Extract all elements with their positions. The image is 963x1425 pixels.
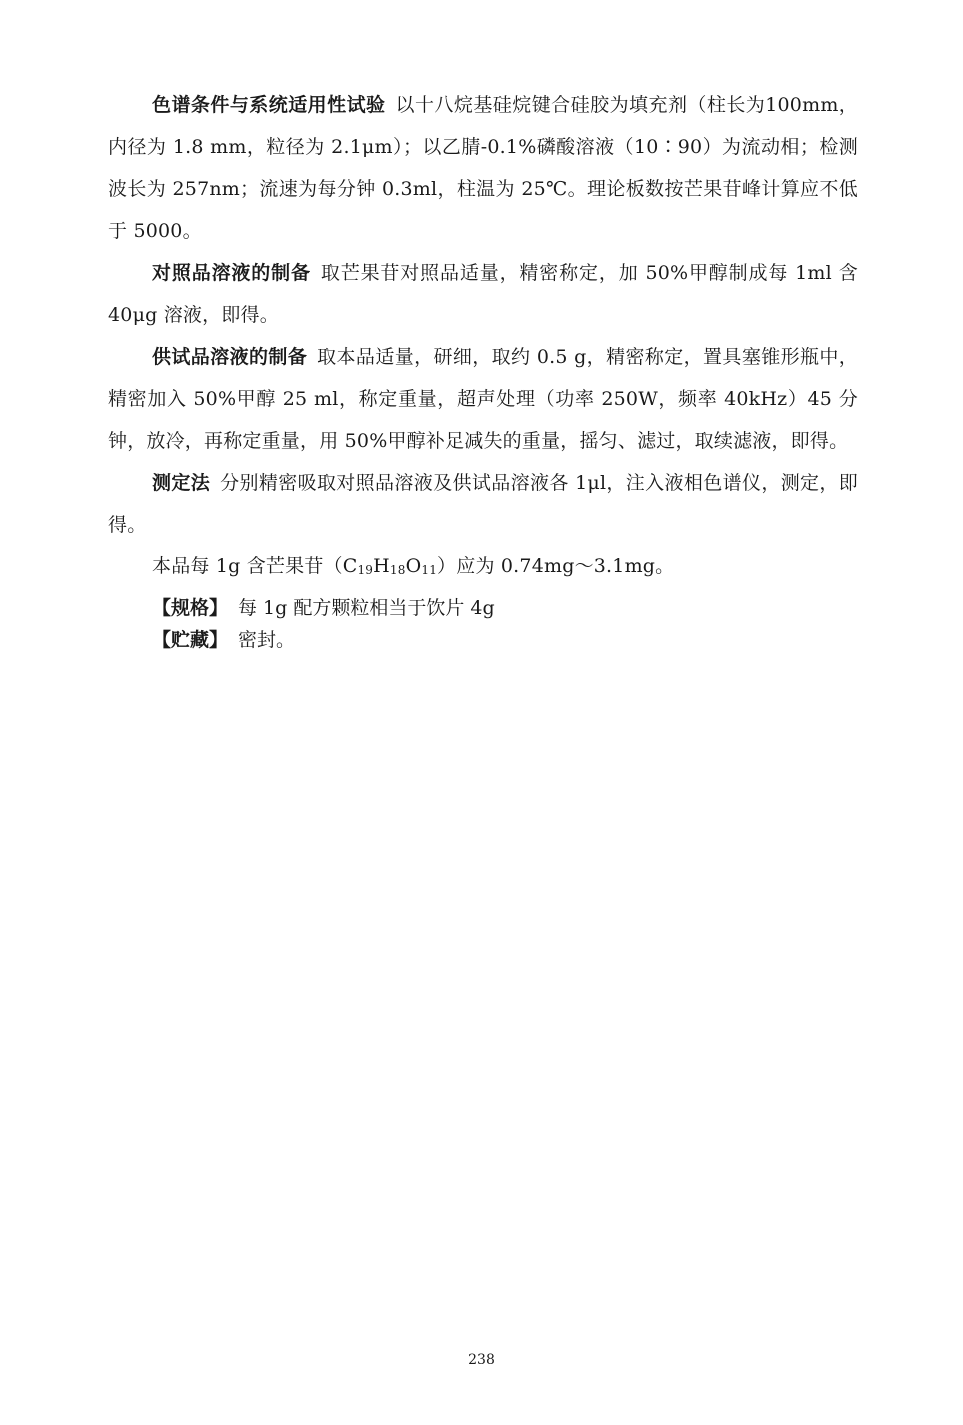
- determination-text: 分别精密吸取对照品溶液及供试品溶液各 1μl，注入液相色谱仪，测定，即得。: [108, 472, 858, 536]
- determination-heading: 测定法: [152, 472, 211, 494]
- specification-label: 【规格】: [152, 597, 229, 619]
- page-number: 238: [468, 1352, 495, 1368]
- content-limit-suffix: ）应为 0.74mg～3.1mg。: [437, 555, 675, 577]
- content-limit-line: [108, 550, 858, 582]
- spec-storage-block: [108, 592, 858, 656]
- reference-solution-text: 取芒果苷对照品适量，精密称定，加 50%甲醇制成每 1ml 含 40μg 溶液，即得。: [108, 262, 858, 326]
- formula-oxygen: O: [405, 555, 422, 577]
- storage-text: 密封。: [238, 629, 296, 651]
- carbon-subscript: 19: [357, 563, 374, 577]
- specification-text: 每 1g 配方颗粒相当于饮片 4g: [238, 597, 495, 619]
- determination-paragraph: [108, 462, 858, 546]
- reference-solution-heading: 对照品溶液的制备: [152, 262, 311, 284]
- oxygen-subscript: 11: [421, 563, 438, 577]
- content-limit-prefix: 本品每 1g 含芒果苷（C: [152, 555, 358, 577]
- chromatography-conditions-text: 以十八烷基硅烷键合硅胶为填充剂（柱长为100mm，内径为 1.8 mm，粒径为 2.1μm）；以乙腈-0.1%磷酸溶液（10∶90）为流动相；检测波长为 257nm；流速为每分钟 0.3ml，柱温为 25℃。理论板数按芒果苷峰计算应不低于 5000。: [108, 94, 858, 242]
- formula-hydrogen: H: [373, 555, 390, 577]
- storage-label: 【贮藏】: [152, 629, 229, 651]
- chromatography-conditions-heading: 色谱条件与系统适用性试验: [152, 94, 386, 116]
- specification-line: [108, 592, 858, 624]
- hydrogen-subscript: 18: [389, 563, 406, 577]
- test-solution-paragraph: [108, 336, 858, 462]
- document-body: [108, 84, 858, 656]
- test-solution-text: 取本品适量，研细，取约 0.5 g，精密称定，置具塞锥形瓶中，精密加入 50%甲醇 25 ml，称定重量，超声处理（功率 250W，频率 40kHz）45 分钟，放冷，再称定重量，用 50%甲醇补足减失的重量，摇匀、滤过，取续滤液，即得。: [108, 346, 858, 452]
- test-solution-heading: 供试品溶液的制备: [152, 346, 308, 368]
- storage-line: [108, 624, 858, 656]
- reference-solution-paragraph: [108, 252, 858, 336]
- chromatography-conditions-paragraph: [108, 84, 858, 252]
